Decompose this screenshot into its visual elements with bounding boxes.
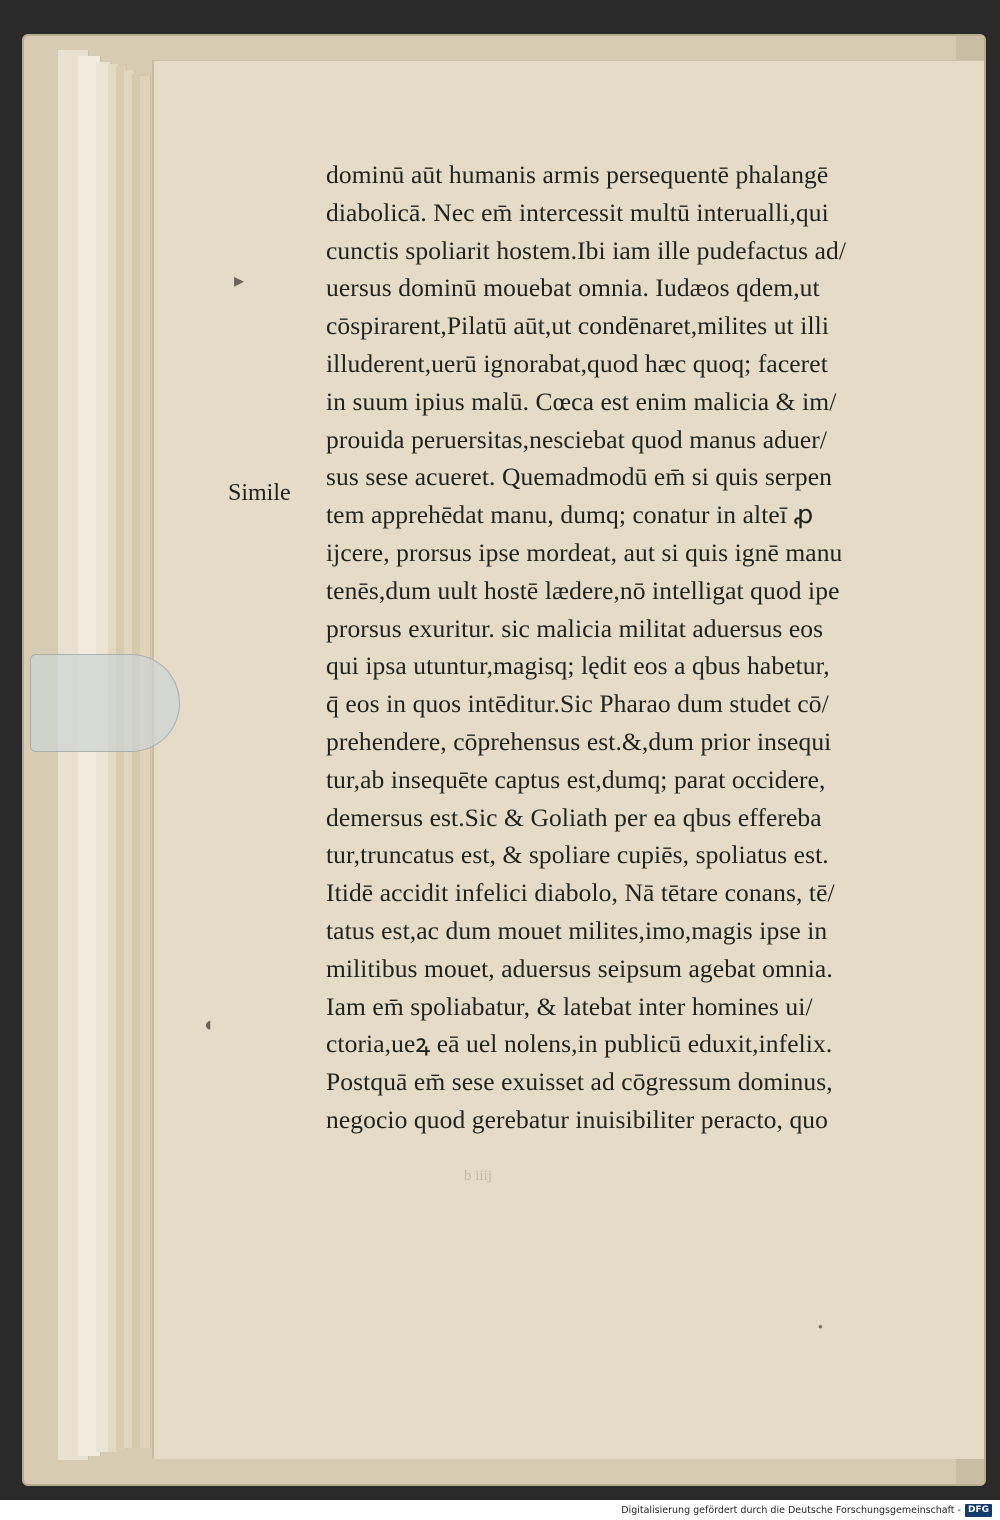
text-line: negocio quod gerebatur inuisibiliter peracto, quo [326, 1104, 829, 1134]
text-line: cunctis spoliarit hostem.Ibi iam ille pudefactus ad/ [326, 235, 847, 265]
page-edge [140, 76, 151, 1448]
plastic-clip [30, 654, 180, 752]
text-line: Itidē accidit infelici diabolo, Nā tētare conans, tē/ [326, 878, 835, 908]
ink-mark: ◖ [202, 1014, 215, 1036]
text-line: demersus est.Sic & Goliath per ea qbus effereba [326, 802, 822, 832]
footer-bar [0, 1500, 1000, 1520]
ink-mark: ▸ [234, 270, 245, 292]
text-line: Postquā em̄ sese exuisset ad cōgressum dominus, [326, 1067, 833, 1097]
text-line: sus sese acueret. Quemadmodū em̄ si quis serpen [326, 462, 832, 492]
page-body-text [326, 156, 946, 1139]
text-line: prehendere, cōprehensus est.&,dum prior insequi [326, 726, 832, 756]
text-line: q̄ eos in quos intēditur.Sic Pharao dum studet cō/ [326, 689, 829, 719]
text-line: illuderent,uerū ignorabat,quod hæc quoq; faceret [326, 348, 828, 378]
text-line: in suum ipius malū. Cœca est enim malicia & im/ [326, 386, 837, 416]
text-line: militibus mouet, aduersus seipsum agebat omnia. [326, 953, 833, 983]
footer-credit: Digitalisierung gefördert durch die Deutsche Forschungsgemeinschaft - [621, 1504, 961, 1516]
marginal-note: Simile [228, 480, 291, 506]
text-line: Iam em̄ spoliabatur, & latebat inter homines ui/ [326, 991, 813, 1021]
text-line: diabolicā. Nec em̄ intercessit multū interualli,qui [326, 197, 829, 227]
text-line: tenēs,dum uult hostē lædere,nō intelligat quod ipe [326, 575, 840, 605]
text-line: qui ipsa utuntur,magisq; lędit eos a qbus habetur, [326, 651, 830, 681]
text-line: cōspirarent,Pilatū aūt,ut condēnaret,milites ut illi [326, 311, 830, 341]
show-through-mark: b iiij [464, 1168, 492, 1184]
text-line: tatus est,ac dum mouet milites,imo,magis ipse in [326, 915, 828, 945]
dfg-logo: DFG [965, 1504, 992, 1517]
text-line: tur,ab insequēte captus est,dumq; parat occidere, [326, 764, 826, 794]
text-line: ijcere, prorsus ipse mordeat, aut si quis ignē manu [326, 537, 843, 567]
text-line: prouida peruersitas,nesciebat quod manus aduer/ [326, 424, 828, 454]
text-line: dominū aūt humanis armis persequentē phalangē [326, 160, 829, 189]
text-line: tur,truncatus est, & spoliare cupiēs, spoliatus est. [326, 840, 829, 870]
text-line: tem apprehēdat manu, dumq; conatur in alteī ꝓ [326, 500, 814, 530]
text-line: uersus dominū mouebat omnia. Iudæos qdem,ut [326, 273, 820, 303]
text-line: ctoria,ueꝝ eā uel nolens,in publicū eduxit,infelix. [326, 1029, 833, 1059]
ink-dot: ● [818, 1322, 823, 1331]
text-line: prorsus exuritur. sic malicia militat aduersus eos [326, 613, 824, 643]
